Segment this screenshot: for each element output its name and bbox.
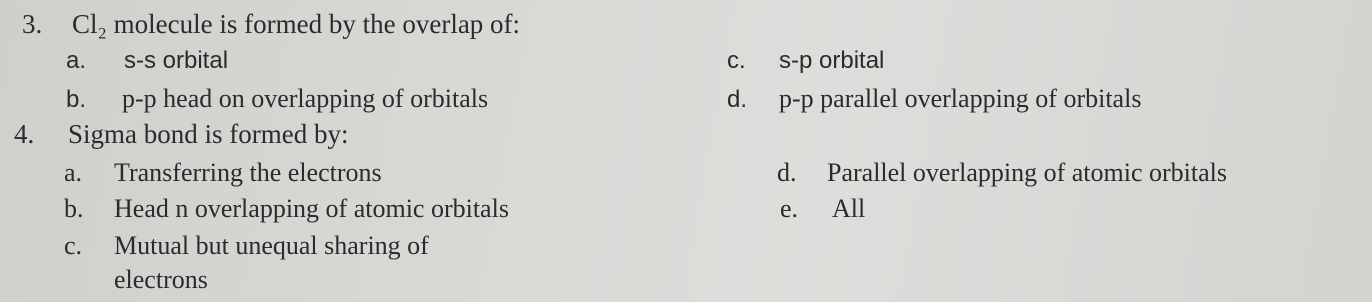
option-text: s-s orbital: [124, 47, 229, 74]
option-text: Transferring the electrons: [114, 158, 382, 187]
option-4d: [777, 160, 1227, 186]
option-letter: e.: [780, 194, 799, 223]
question-text: Sigma bond is formed by:: [68, 119, 349, 149]
option-letter: d.: [777, 158, 797, 187]
option-letter: c.: [727, 47, 746, 74]
option-text: s-p orbital: [779, 47, 885, 74]
option-letter: b.: [64, 194, 84, 223]
option-3b: [66, 86, 488, 112]
option-letter: c.: [64, 231, 83, 260]
option-text: p-p parallel overlapping of orbitals: [779, 84, 1142, 113]
option-text-continuation: electrons: [114, 265, 208, 294]
option-text: Parallel overlapping of atomic orbitals: [827, 158, 1227, 187]
option-text: All: [832, 194, 866, 223]
question-number: 3.: [22, 9, 43, 39]
option-text: p-p head on overlapping of orbitals: [122, 84, 489, 113]
option-4a: [64, 160, 382, 186]
question-3: [22, 11, 520, 38]
option-letter: d.: [727, 86, 748, 113]
option-4c: [64, 233, 429, 259]
option-letter: b.: [66, 86, 87, 113]
option-3a: [66, 47, 228, 73]
option-letter: a.: [66, 47, 87, 74]
option-3d: [727, 86, 1141, 112]
option-4c-continuation: [114, 267, 208, 293]
question-text: Cl₂ molecule is formed by the overlap of:: [72, 9, 521, 39]
option-3c: [727, 47, 884, 73]
question-number: 4.: [14, 119, 35, 149]
option-text: Head n overlapping of atomic orbitals: [114, 194, 509, 223]
question-4: [14, 121, 348, 148]
option-letter: a.: [64, 158, 83, 187]
option-4e: [780, 196, 865, 222]
option-4b: [64, 196, 509, 222]
option-text: Mutual but unequal sharing of: [114, 231, 429, 260]
